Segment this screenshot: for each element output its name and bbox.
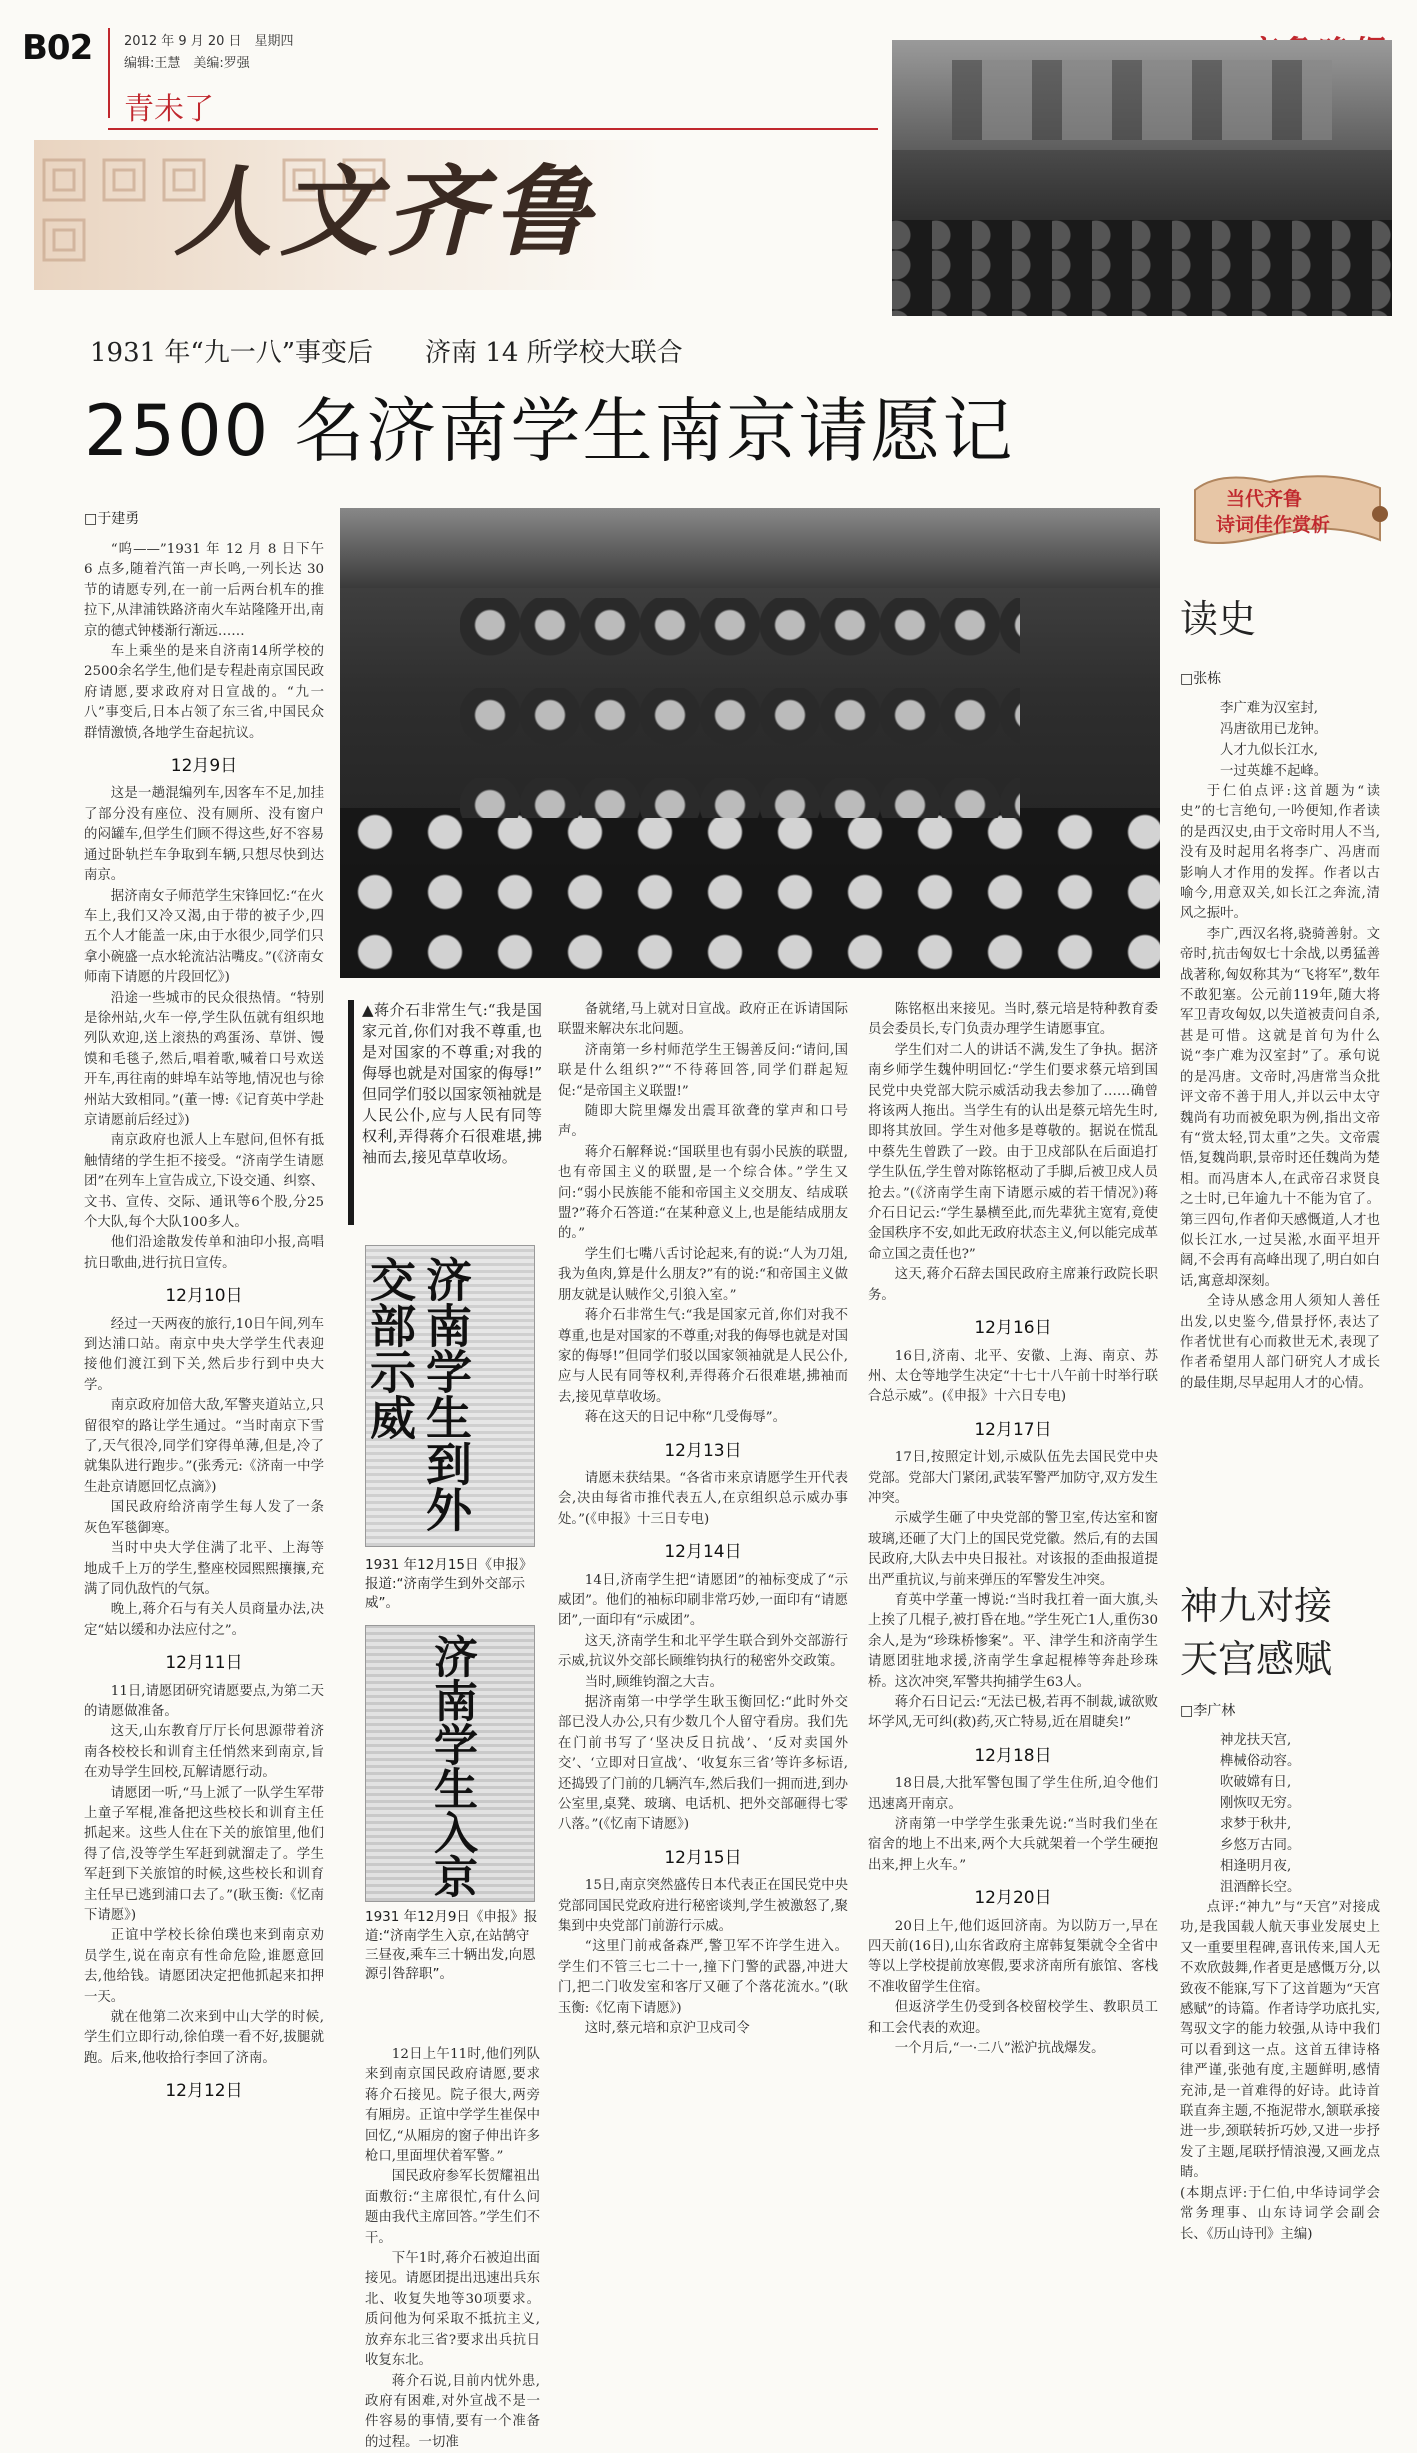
poetry-badge-line2: 诗词佳作赏析 <box>1216 510 1330 537</box>
poem-review-paragraph: 李广,西汉名将,骁骑善射。文帝时,抗击匈奴七十余战,以勇猛善战著称,匈奴称其为“飞将军”,数年不敢犯塞。公元前119年,随大将军卫青攻匈奴,以失道被责问自杀,甚是可惜。这就是首句为什么说“李广难为汉室封”了。承句说的是冯唐。文帝时,冯唐常当众批评文帝不善于用人,并以云中太守魏尚有功而被免职为例,指出文帝有“赏太轻,罚太重”之失。文帝震悟,复魏尚职,景帝时还任魏尚为楚相。而冯唐本人,在武帝召求贤良之士时,已年逾九十不能为官了。第三四句,作者仰天感慨道,人才也似长江水,一过吴淞,水面平坦开阔,不会再有高峰出现了,明白如白话,寓意却深刻。 <box>1180 925 1380 1292</box>
paragraph: 下午1时,蒋介石被迫出面接见。请愿团提出迅速出兵东北、收复失地等30项要求。质问他为何采取不抵抗主义,放弃东北三省?要求出兵抗日收复东北。 <box>365 2249 540 2371</box>
paragraph: 学生们对二人的讲话不满,发生了争执。据济南乡师学生魏仲明回忆:“学生们要求蔡元培到国民党中央党部大院示威活动我去参加了……确曾将该两人拖出。当学生有的认出是蔡元培先生时,即将其放回。学生对他多是尊敬的。据说在慌乱中蔡先生曾跌了一跤。由于卫戍部队在后面追打学生队伍,学生曾对陈铭枢动了手脚,后被卫戍人员抢去。”(《济南学生南下请愿示威的若干情况》)蒋介石日记云:“学生暴横至此,而先辈犹主宽宥,竟使金国秩序不安,如此无政府状态主义,何以能完成革命立国之责任也?” <box>868 1041 1158 1265</box>
headline-kicker: 1931 年“九一八”事变后 济南 14 所学校大联合 <box>90 332 683 369</box>
poem-1-author: □张栋 <box>1180 668 1221 688</box>
clipping-2-caption: 1931 年12月9日《申报》报道:“济南学生入京,在站鹄守三昼夜,乘车三十辆出发,向恩源引咎辞职”。 <box>365 1908 540 1984</box>
date-subhead: 12月16日 <box>868 1318 1158 1338</box>
date-subhead: 12月11日 <box>84 1653 324 1673</box>
paragraph: 车上乘坐的是来自济南14所学校的2500余名学生,他们是专程赴南京国民政府请愿,要求政府对日宣战的。“九一八”事变后,日本占领了东三省,中国民众群情激愤,各地学生奋起抗议。 <box>84 642 324 744</box>
paragraph: 这是一趟混编列车,因客车不足,加挂了部分没有座位、没有厕所、没有窗户的闷罐车,但学生们顾不得这些,好不容易通过卧轨拦车争取到车辆,只想尽快到达南京。 <box>84 784 324 886</box>
poem-line: 刚恢叹无穷。 <box>1220 1793 1380 1814</box>
article-column-4 <box>868 1000 1158 2350</box>
top-right-photo <box>892 40 1392 316</box>
paragraph: 正谊中学校长徐伯璞也来到南京劝员学生,说在南京有性命危险,谁愿意回去,他给钱。请愿团决定把他抓起来扣押一天。 <box>84 1926 324 2008</box>
paragraph: 15日,南京突然盛传日本代表正在国民党中央党部同国民党政府进行秘密谈判,学生被激怒了,聚集到中央党部门前游行示威。 <box>558 1876 848 1937</box>
paragraph: 经过一天两夜的旅行,10日午间,列车到达浦口站。南京中央大学学生代表迎接他们渡江到下关,然后步行到中央大学。 <box>84 1315 324 1397</box>
poem-line: 乡悠万古同。 <box>1220 1835 1380 1856</box>
date-subhead: 12月10日 <box>84 1286 324 1306</box>
newspaper-clipping-1 <box>365 1245 535 1547</box>
paragraph: 蒋在这天的日记中称“几受侮辱”。 <box>558 1408 848 1428</box>
poem-line: 相逢明月夜, <box>1220 1856 1380 1877</box>
date-subhead: 12月15日 <box>558 1848 848 1868</box>
column-banner <box>34 140 874 290</box>
clipping-2-headline: 济南学生入京 <box>418 1634 478 1898</box>
paragraph: 陈铭枢出来接见。当时,蔡元培是特种教育委员会委员长,专门负责办理学生请愿事宜。 <box>868 1000 1158 1041</box>
main-photo <box>340 508 1160 978</box>
paragraph: 就在他第二次来到中山大学的时候,学生们立即行动,徐伯璞一看不好,拔腿就跑。后来,他收拾行李回了济南。 <box>84 2008 324 2069</box>
poetry-badge <box>1180 460 1395 560</box>
poetry-badge-line1: 当代齐鲁 <box>1226 484 1302 511</box>
headline-title: 2500 名济南学生南京请愿记 <box>84 386 1014 476</box>
chiang-caption: ▲蒋介石非常生气:“我是国家元首,你们对我不尊重,也是对国家的不尊重;对我的侮辱也就是对国家的侮辱!” 但同学们驳以国家领袖就是人民公仆,应与人民有同等权利,弄得蒋介石很难堪,拂袖而去,接见草草收场。 <box>362 1000 542 1168</box>
paragraph: 晚上,蒋介石与有关人员商量办法,决定“姑以缓和办法应付之”。 <box>84 1600 324 1641</box>
paragraph: 学生们七嘴八舌讨论起来,有的说:“人为刀俎,我为鱼肉,算是什么朋友?”有的说:“和帝国主义做朋友就是认贼作父,引狼入室。” <box>558 1245 848 1306</box>
paragraph: 蒋介石日记云:“无法已极,若再不制裁,诚欲败坏学风,无可纠(救)药,灭亡特易,近在眉睫矣!” <box>868 1693 1158 1734</box>
paragraph: 他们沿途散发传单和油印小报,高唱抗日歌曲,进行抗日宣传。 <box>84 1233 324 1274</box>
poem-2-body <box>1180 1730 1380 2350</box>
paragraph: 据济南第一中学学生耿玉衡回忆:“此时外交部已没人办公,只有少数几个人留守看房。我们先在门前书写了‘坚决反日抗战’、‘反对卖国外交’、‘立即对日宣战’、‘收复东三省’等许多标语,还捣毁了门前的几辆汽车,然后我们一拥而进,到办公室里,桌凳、玻璃、电话机、把外交部砸得七零八落。”(《忆南下请愿》) <box>558 1693 848 1836</box>
paragraph: 这时,蔡元培和京沪卫戍司令 <box>558 2019 848 2039</box>
poem-line: 榫械俗动容。 <box>1220 1751 1380 1772</box>
paragraph: 蒋介石非常生气:“我是国家元首,你们对我不尊重,也是对国家的不尊重;对我的侮辱也就是对国家的侮辱!”但同学们驳以国家领袖就是人民公仆,应与人民有同等权利,弄得蒋介石很难堪,拂袖而去,接见草草收场。 <box>558 1306 848 1408</box>
poem-2-title-line2: 天宫感赋 <box>1180 1628 1332 1683</box>
date-subhead: 12月12日 <box>84 2081 324 2101</box>
poem-2-title-line1: 神九对接 <box>1180 1575 1332 1630</box>
paragraph: 随即大院里爆发出震耳欲聋的掌声和口号声。 <box>558 1102 848 1143</box>
paragraph: 蒋介石说,目前内忧外患,政府有困难,对外宣战不是一件容易的事情,要有一个准备的过程。一切准 <box>365 2372 540 2453</box>
paragraph: 济南第一中学学生张秉先说:“当时我们坐在宿舍的地上不出来,两个大兵就架着一个学生硬抱出来,押上火车。” <box>868 1815 1158 1876</box>
poem-2-author: □李广林 <box>1180 1700 1235 1720</box>
poem-line: 神龙扶天宫, <box>1220 1730 1380 1751</box>
paragraph: 这天,山东教育厅厅长何思源带着济南各校校长和训育主任悄然来到南京,旨在劝导学生回校,瓦解请愿行动。 <box>84 1722 324 1783</box>
date-subhead: 12月13日 <box>558 1441 848 1461</box>
paragraph: 14日,济南学生把“请愿团”的袖标变成了“示威团”。他们的袖标印刷非常巧妙,一面印有“请愿团”,一面印有“示威团”。 <box>558 1571 848 1632</box>
paragraph: 南京政府加倍大敌,军警夹道站立,只留很窄的路让学生通过。“当时南京下雪了,天气很冷,同学们穿得单薄,但是,冷了就集队进行跑步。”(张秀元:《济南一中学生赴京请愿回忆点滴》) <box>84 1396 324 1498</box>
section-underline <box>108 128 878 130</box>
paragraph: “这里门前戒备森严,警卫军不许学生进入。学生们不管三七二十一,撞下门警的武器,冲进大门,把二门收发室和客厅又砸了个落花流水。”(耿玉衡:《忆南下请愿》) <box>558 1937 848 2019</box>
poem-line: 沮酒醉长空。 <box>1220 1877 1380 1898</box>
poem-review-paragraph: 全诗从感念用人须知人善任出发,以史鉴今,借景抒怀,表达了作者忧世有心而救世无术,表现了作者希望用人部门研究人才成长的最佳期,尽早起用人才的心情。 <box>1180 1292 1380 1394</box>
paragraph: 这天,济南学生和北平学生联合到外交部游行示威,抗议外交部长顾维钧执行的秘密外交政策。 <box>558 1632 848 1673</box>
paragraph: 备就绪,马上就对日宣战。政府正在诉请国际联盟来解决东北问题。 <box>558 1000 848 1041</box>
date-subhead: 12月17日 <box>868 1420 1158 1440</box>
header-divider <box>108 28 110 118</box>
clipping-1-caption: 1931 年12月15日《申报》报道:“济南学生到外交部示威”。 <box>365 1556 540 1613</box>
paragraph: 育英中学董一博说:“当时我扛着一面大旗,头上挨了几棍子,被打昏在地。”学生死亡1人,重伤30余人,是为“珍珠桥惨案”。平、津学生和济南学生请愿团驻地求援,济南学生拿起棍棒等奔赴珍珠桥。这次冲突,军警共拘捕学生63人。 <box>868 1591 1158 1693</box>
poem-lines <box>1180 1730 1380 1898</box>
poem-line: 冯唐欲用已龙钟。 <box>1220 719 1380 740</box>
clipping-1-headline: 济南学生到外交部示威 <box>414 1256 474 1546</box>
poem-1-body <box>1180 698 1380 1603</box>
paragraph: 但返济学生仍受到各校留校学生、教职员工和工会代表的欢迎。 <box>868 1998 1158 2039</box>
paragraph: 请愿未获结果。“各省市来京请愿学生开代表会,决由每省市推代表五人,在京组织总示威办事处。”(《申报》十三日专电) <box>558 1469 848 1530</box>
paragraph: 国民政府给济南学生每人发了一条灰色军毯御寒。 <box>84 1498 324 1539</box>
paragraph: 20日上午,他们返回济南。为以防万一,早在四天前(16日),山东省政府主席韩复榘就令全省中等以上学校提前放寒假,要求济南所有旅馆、客栈不准收留学生住宿。 <box>868 1917 1158 1999</box>
poem-line: 人才九似长江水, <box>1220 740 1380 761</box>
issue-date: 2012 年 9 月 20 日 星期四 <box>124 30 294 49</box>
byline: □于建勇 <box>84 508 139 528</box>
paragraph: 12日上午11时,他们列队来到南京国民政府请愿,要求蒋介石接见。院子很大,两旁有厢房。正谊中学学生崔保中回忆,“从厢房的窗子伸出许多枪口,里面埋伏着军警。” <box>365 2045 540 2167</box>
article-column-3 <box>558 1000 848 2350</box>
editors: 编辑:王慧 美编:罗强 <box>124 52 250 71</box>
paragraph: 16日,济南、北平、安徽、上海、南京、苏州、太仓等地学生决定“十七十八午前十时举行联合总示威”。(《申报》十六日专电) <box>868 1347 1158 1408</box>
chiang-caption-box <box>348 1000 542 1225</box>
paragraph: 当时,顾维钧溜之大吉。 <box>558 1673 848 1693</box>
paragraph: 17日,按照定计划,示威队伍先去国民党中央党部。党部大门紧闭,武装军警严加防守,双方发生冲突。 <box>868 1448 1158 1509</box>
date-subhead: 12月18日 <box>868 1746 1158 1766</box>
paragraph: 18日晨,大批军警包围了学生住所,迫令他们迅速离开南京。 <box>868 1774 1158 1815</box>
article-column-1 <box>84 540 324 2350</box>
poem-line: 求梦于秋井, <box>1220 1814 1380 1835</box>
poem-review: 于仁伯点评:这首题为“读史”的七言绝句,一吟便知,作者读的是西汉史,由于文帝时用人不当,没有及时起用名将李广、冯唐而影响人才作用的发挥。作者以古喻今,用意双关,如长江之奔流,清风之振叶。 <box>1180 782 1380 925</box>
paragraph: 济南第一乡村师范学生王锡善反问:“请问,国联是什么组织?”“不待蒋回答,同学们群起短促:“是帝国主义联盟!” <box>558 1041 848 1102</box>
paragraph: 南京政府也派人上车慰问,但怀有抵触情绪的学生拒不接受。“济南学生请愿团”在列车上宣告成立,下设交通、纠察、文书、宣传、交际、通讯等6个股,分25个大队,每个大队100多人。 <box>84 1131 324 1233</box>
poem-line: 李广难为汉室封, <box>1220 698 1380 719</box>
poem-line: 吹破嫦有日, <box>1220 1772 1380 1793</box>
paragraph: 国民政府参军长贺耀祖出面敷衍:“主席很忙,有什么问题由我代主席回答。”学生们不干。 <box>365 2167 540 2249</box>
paragraph: 这天,蒋介石辞去国民政府主席兼行政院长职务。 <box>868 1265 1158 1306</box>
paragraph: 一个月后,“一·二八”淞沪抗战爆发。 <box>868 2039 1158 2059</box>
section-title: 青未了 <box>124 84 214 128</box>
review-credit: (本期点评:于仁伯,中华诗词学会常务理事、山东诗词学会副会长、《历山诗刊》主编) <box>1180 2184 1380 2245</box>
paragraph: “呜——”1931 年 12 月 8 日下午 6 点多,随着汽笛一声长鸣,一列长达 30 节的请愿专列,在一前一后两台机车的推拉下,从津浦铁路济南火车站隆隆开出,南京的德式钟楼渐行渐远…… <box>84 540 324 642</box>
paragraph: 请愿团一听,“马上派了一队学生军带上童子军棍,准备把这些校长和训育主任抓起来。这些人住在下关的旅馆里,他们得了信,没等学生军赶到就溜走了。学生军赶到下关旅馆的时候,这些校长和训育主任早已逃到浦口去了。”(耿玉衡:《忆南下请愿》) <box>84 1784 324 1927</box>
newspaper-clipping-2 <box>365 1625 535 1902</box>
paragraph: 示威学生砸了中央党部的警卫室,传达室和窗玻璃,还砸了大门上的国民党党徽。然后,有的去国民政府,大队去中央日报社。对该报的歪曲报道提出严重抗议,与前来弹压的军警发生冲突。 <box>868 1509 1158 1591</box>
poem-lines <box>1180 698 1380 782</box>
paragraph: 当时中央大学住满了北平、上海等地成千上万的学生,整座校园熙熙攘攘,充满了同仇敌忾的气氛。 <box>84 1539 324 1600</box>
poem-line: 一过英雄不起峰。 <box>1220 761 1380 782</box>
date-subhead: 12月14日 <box>558 1542 848 1562</box>
paragraph: 沿途一些城市的民众很热情。“特别是徐州站,火车一停,学生队伍就有组织地列队欢迎,送上滚热的鸡蛋汤、草饼、馒馍和毛毯子,然后,唱着歌,喊着口号欢送开车,再往南的蚌埠车站等地,情况也与徐州站大致相同。”(董一博:《记育英中学赴京请愿前后经过》) <box>84 989 324 1132</box>
paragraph: 据济南女子师范学生宋锋回忆:“在火车上,我们又冷又渴,由于带的被子少,四五个人才能盖一床,由于水很少,同学们只拿小碗盛一点水轮流沾沾嘴皮。”(《济南女师南下请愿的片段回忆》) <box>84 887 324 989</box>
page-number: B02 <box>22 28 92 68</box>
banner-title: 人文齐鲁 <box>174 148 598 278</box>
date-subhead: 12月20日 <box>868 1888 1158 1908</box>
date-subhead: 12月9日 <box>84 756 324 776</box>
poem-1-title: 读史 <box>1180 588 1256 643</box>
paragraph: 蒋介石解释说:“国联里也有弱小民族的联盟,也有帝国主义的联盟,是一个综合体。”学生又问:“弱小民族能不能和帝国主义交朋友、结成联盟?”蒋介石答道:“在某种意义上,也是能结成朋友的。” <box>558 1143 848 1245</box>
poem-review: 点评:“神九”与“天宫”对接成功,是我国载人航天事业发展史上又一重要里程碑,喜讯传来,国人无不欢欣鼓舞,作者更是感慨万分,以致夜不能寐,写下了这首题为“天宫感赋”的诗篇。作者诗学功底扎实,驾驭文字的能力较强,从诗中我们可以看到这一点。这首五律诗格律严谨,张弛有度,主题鲜明,感情充沛,是一首难得的好诗。此诗首联直奔主题,不拖泥带水,颔联承接进一步,颈联转折巧妙,又进一步抒发了主题,尾联抒情浪漫,又画龙点睛。 <box>1180 1898 1380 2184</box>
article-column-2 <box>365 2045 540 2350</box>
paragraph: 11日,请愿团研究请愿要点,为第二天的请愿做准备。 <box>84 1682 324 1723</box>
